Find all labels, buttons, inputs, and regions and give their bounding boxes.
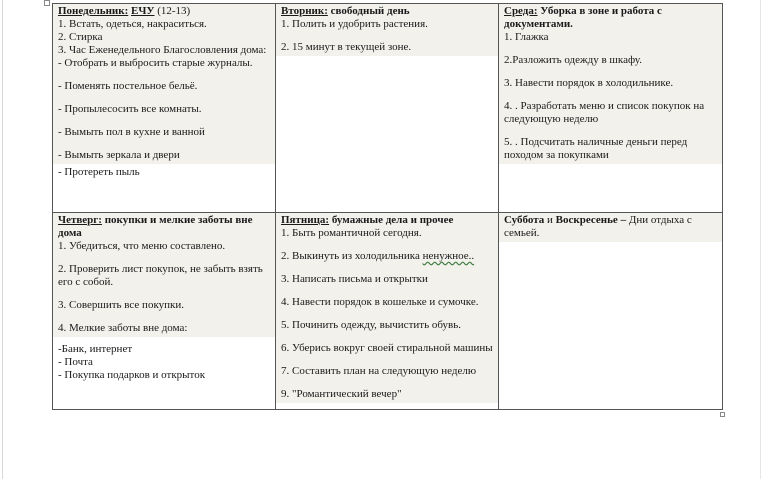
list-item: 2. Проверить лист покупок, не забыть взять его с собой.: [58, 263, 263, 288]
monday-time: (12-13): [154, 5, 191, 17]
friday-heading: [281, 214, 493, 227]
list-item: 1. Убедиться, что меню составлено.: [58, 240, 226, 252]
list-item: - Поменять постельное бельё.: [58, 80, 198, 92]
monday-heading: [58, 5, 270, 18]
weekly-schedule-table: [52, 3, 723, 410]
wednesday-content: [499, 4, 722, 164]
monday-content: [53, 4, 275, 164]
list-item: - Почта: [58, 356, 93, 368]
list-item: 3. Час Еженедельного Благословления дома:: [58, 44, 267, 56]
wednesday-cell[interactable]: [499, 4, 723, 213]
monday-topic: ЕЧУ: [131, 5, 155, 17]
list-item: 5. . Подсчитать наличные деньги перед походом за покупками: [504, 136, 688, 161]
list-item: 2. Стирка: [58, 31, 103, 43]
list-item: - Покупка подарков и открыток: [58, 369, 206, 381]
list-item: - Протереть пыль: [58, 166, 140, 178]
friday-topic: бумажные дела и прочее: [329, 214, 454, 226]
weekend-cell[interactable]: [499, 213, 723, 410]
wednesday-topic: Уборка в зоне и работа с документами.: [504, 5, 662, 30]
list-item: -Банк, интернет: [58, 343, 133, 355]
tuesday-topic: свободный день: [327, 5, 410, 17]
thursday-day-label: Четверг:: [58, 214, 102, 226]
list-item: 1. Полить и удобрить растения.: [281, 18, 428, 30]
wednesday-day-label: Среда:: [504, 5, 538, 17]
tuesday-heading: [281, 5, 493, 18]
saturday-label: Суббота: [504, 214, 545, 226]
list-item: 6. Уберись вокруг своей стиральной машины: [281, 342, 493, 354]
sunday-label: Воскресенье: [555, 214, 618, 226]
thursday-heading: [58, 214, 270, 240]
monday-day-label: Понедельник:: [58, 5, 129, 17]
list-item: 4. . Разработать меню и список покупок на следующую неделю: [504, 100, 705, 125]
thursday-cell[interactable]: [53, 213, 276, 410]
list-item: 1. Встать, одеться, накраситься.: [58, 18, 207, 30]
list-item: - Отобрать и выбросить старые журналы.: [58, 57, 253, 69]
list-item: 2. 15 минут в текущей зоне.: [281, 41, 412, 53]
spellcheck-word[interactable]: ненужное..: [422, 250, 475, 262]
weekend-text: Дни отдыха с семьей.: [504, 214, 692, 239]
page-edge-right: [760, 0, 761, 479]
list-item: 4. Мелкие заботы вне дома:: [58, 322, 188, 334]
weekend-and: и: [544, 214, 556, 226]
wednesday-heading: [504, 5, 717, 31]
weekend-dash: –: [617, 214, 629, 226]
list-item: 3. Совершить все покупки.: [58, 299, 185, 311]
page-edge-left: [2, 0, 3, 479]
thursday-errands: [53, 337, 275, 382]
friday-day-label: Пятница:: [281, 214, 330, 226]
list-item: - Пропылесосить все комнаты.: [58, 103, 202, 115]
list-item: - Вымыть пол в кухне и ванной: [58, 126, 205, 138]
list-item: 2.Разложить одежду в шкафу.: [504, 54, 642, 66]
list-item: 1. Быть романтичной сегодня.: [281, 227, 422, 239]
table-resize-handle[interactable]: [720, 412, 725, 417]
list-item: 3. Написать письма и открытки: [281, 273, 428, 285]
tuesday-cell[interactable]: [276, 4, 499, 213]
friday-cell[interactable]: [276, 213, 499, 410]
friday-content: [276, 213, 498, 403]
weekend-content: [499, 213, 722, 242]
thursday-topic: покупки и мелкие заботы вне дома: [58, 214, 253, 239]
list-item: - Вымыть зеркала и двери: [58, 149, 180, 161]
list-item: 1. Глажка: [504, 31, 549, 43]
table-move-handle[interactable]: [44, 0, 50, 6]
list-item: [281, 250, 493, 263]
monday-cell[interactable]: [53, 4, 276, 213]
tuesday-content: [276, 4, 498, 56]
list-item: 5. Починить одежду, вычистить обувь.: [281, 319, 461, 331]
list-item: 9. "Романтический вечер": [281, 388, 402, 400]
list-item: 4. Навести порядок в кошельке и сумочке.: [281, 296, 479, 308]
thursday-content: [53, 213, 275, 337]
tuesday-day-label: Вторник:: [281, 5, 328, 17]
list-item-text: 2. Выкинуть из холодильника: [281, 250, 423, 262]
list-item: 3. Навести порядок в холодильнике.: [504, 77, 674, 89]
list-item: 7. Составить план на следующую неделю: [281, 365, 477, 377]
weekend-heading: [504, 214, 717, 240]
